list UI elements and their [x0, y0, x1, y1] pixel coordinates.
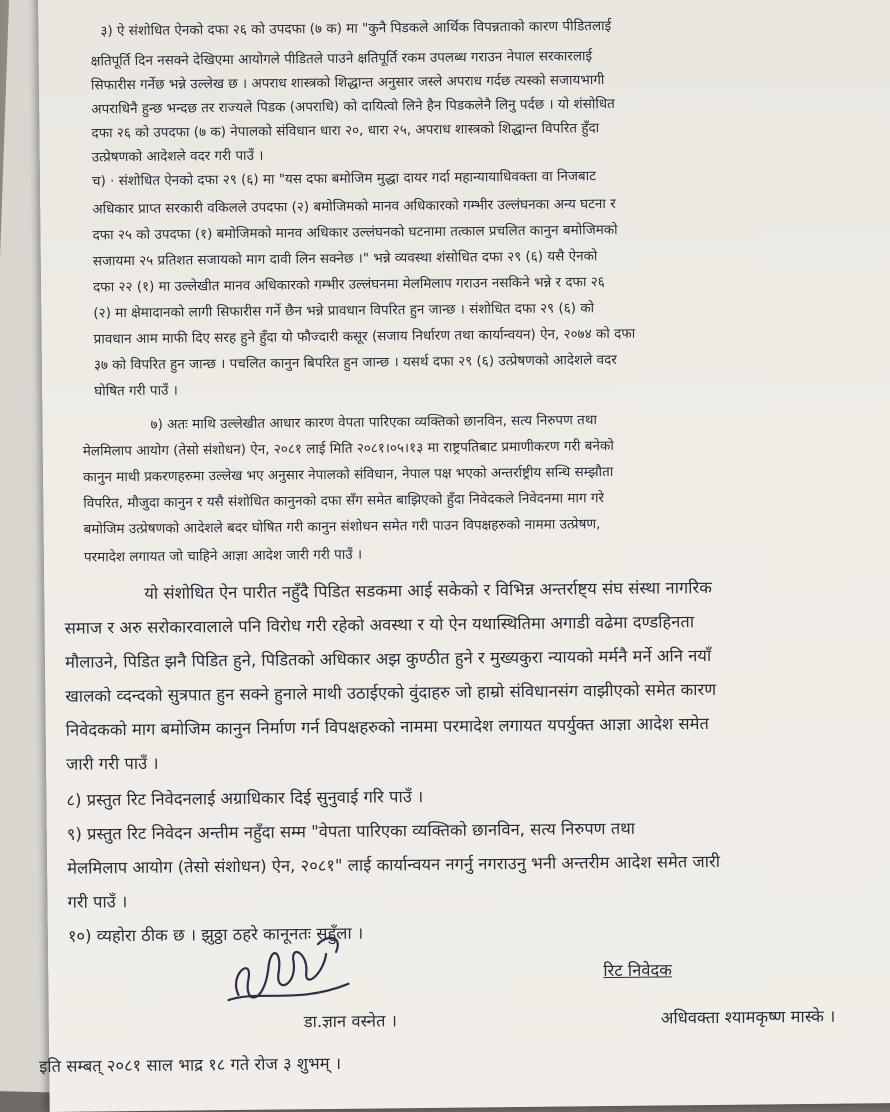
text-line: सजायमा २५ प्रतिशत सजायको माग दावी लिन सक्नेछ ।" भन्ने व्यवस्था शंसोधित दफा २९ (६) यसै ऐनको [92, 248, 598, 270]
text-line: दफा २५ को उपदफा (१) बमोजिमको मानव अधिकार उल्लंघनको घटनामा तत्काल प्रचलित कानुन बमोजिमको [92, 221, 618, 244]
text-line: क्षतिपूर्ति दिन नसक्ने देखिएमा आयोगले पीडितले पाउने क्षतिपूर्ति रकम उपलब्ध गराउन नेपाल सरकारलाई [90, 48, 593, 70]
text-line: च) · संशोधित ऐनको दफा २९ (६) मा "यस दफा बमोजिम मुद्धा दायर गर्दा महान्यायाधिवक्ता वा निजबाट [91, 168, 597, 190]
text-line: जारी गरी पाउँ । [65, 753, 159, 774]
text-line: खालको व्दन्दको सुत्रपात हुन सक्ने हुनाले माथी उठाईएको वुंदाहरु जो हाम्रो संविधानसंग वाझीएको समेत कारण [65, 679, 717, 706]
text-line: गरी पाउँ । [67, 892, 128, 912]
text-line: ३) ऐ संशोधित ऐनको दफा २६ को उपदफा (७ क) मा "कुनै पिडकले आर्थिक विपन्नताको कारण पीडितलाई [100, 17, 612, 40]
text-line: उत्प्रेषणको आदेशले वदर गरी पाउँ । [91, 147, 264, 166]
text-line: घोषित गरी पाउँ । [94, 382, 178, 400]
document-page [38, 0, 890, 1112]
text-line: ७) अतः माथि उल्लेखीत आधार कारण वेपता पारिएका व्यक्तिको छानविन, सत्य निरुपण तथा [150, 412, 597, 433]
signature-icon [208, 914, 359, 1016]
text-line: विपरित, मौजुदा कानुन र यसै संशोधित कानुनको दफा सँग समेत बाझिएको हुँदा निवेदकले निवेदनमा माग गरे [83, 490, 605, 512]
text-line: प्रावधान आम माफी दिए सरह हुने हुँदा यो फौज्दारी कसूर (सजाय निर्धारण तथा कार्यान्वयन) ऐन, २०७४ को दफा [93, 325, 636, 348]
text-line: कानुन माथी प्रकरणहरुमा उल्लेख भए अनुसार नेपालको संविधान, नेपाल पक्ष भएको अन्तर्राष्ट्रीय सन्धि सम्झौता [83, 464, 614, 486]
text-line: बमोजिम उत्प्रेषणको आदेशले बदर घोषित गरी कानुन संशोधन समेत गरी पाउन विपक्षहरुको नाममा उत्प्रेषण, [83, 516, 601, 538]
petitioner-heading: रिट निवेदक [603, 960, 672, 981]
text-line: ३७ को विपरित हुन जान्छ । पचलित कानुन बिपरित हुन जान्छ । यसर्थ दफा २९ (६) उत्प्रेषणको आदेशले वदर [93, 351, 617, 374]
text-line: समाज र अरु सरोकारवालाले पनि विरोध गरी रहेको अवस्था र यो ऐन यथास्थितिमा अगाडी वढेमा दण्डहिनता [64, 612, 695, 638]
text-line: अधिकार प्राप्त सरकारी वकिलले उपदफा (२) बमोजिमको मानव अधिकारको गम्भीर उल्लंघनका अन्य घटना र [92, 195, 616, 218]
text-line: सिफारीस गर्नेछ भन्ने उल्लेख छ । अपराध शास्त्रको शिद्धान्त अनुसार जस्ले अपराध गर्दछ त्यस्को सजायभागी [90, 72, 605, 94]
signatory-name: डा.ज्ञान वस्नेत । [303, 1011, 398, 1032]
petitioner-name: अधिवक्ता श्यामकृष्ण मास्के । [660, 1006, 836, 1028]
text-line: यो संशोधित ऐन पारीत नहुँदै पिडित सडकमा आई सकेको र विभिन्न अन्तर्राष्ट्य संघ संस्था नागरिक [144, 577, 713, 603]
text-line: अपराधिनै हुन्छ भन्दछ तर राज्यले पिडक (अपराधि) को दायित्वो लिने हैन पिडकलेनै लिनु पर्दछ । यो शंसोधित [91, 95, 615, 118]
date-line: इति सम्बत् २०८१ साल भाद्र १८ गते रोज ३ शुभम् । [39, 1053, 342, 1077]
text-line: निवेदकको माग बमोजिम कानुन निर्माण गर्न विपक्षहरुको नाममा परमादेश लगायत यपर्युक्त आज्ञा आदेश समेत [65, 714, 709, 740]
text-line: मौलाउने, पिडित झनै पिडित हुने, पिडितको अधिकार अझ कुण्ठीत हुने र मुख्यकुरा न्यायको मर्मनै मर्ने अनि नयाँ [64, 645, 712, 672]
text-line: १०) व्यहोरा ठीक छ । झुठ्ठा ठहरे कानूनतः सहुँला । [67, 923, 364, 946]
text-line: परमादेश लगायत जो चाहिने आज्ञा आदेश जारी गरी पाउँ । [83, 546, 363, 566]
text-line: दफा २६ को उपदफा (७ क) नेपालको संविधान धारा २०, धारा २५, अपराध शास्त्रको शिद्धान्त विपरित हुँदा [91, 120, 600, 142]
text-line: ८) प्रस्तुत रिट निवेदनलाई अग्राधिकार दिई सुनुवाई गरि पाउँ । [66, 787, 424, 810]
text-line: ९) प्रस्तुत रिट निवेदन अन्तीम नहुँदा सम्म "वेपता पारिएका व्यक्तिको छानविन, सत्य निरुपण तथा [66, 818, 636, 844]
text-line: मेलमिलाप आयोग (तेसो संशोधन) ऐन, २०८१" लाई कार्यान्वयन नगर्नु नगराउनु भनी अन्तरीम आदेश समेत जारी [67, 851, 721, 878]
text-line: (२) मा क्षेमादानको लागी सिफारीस गर्ने छैन भन्ने प्रावधान विपरित हुन जान्छ । संशोधित दफा २९ (६) को [93, 300, 595, 322]
text-line: दफा २२ (१) मा उल्लेखीत मानव अधिकारको गम्भीर उल्लंघनमा मेलमिलाप गराउन नसकिने भन्ने र दफा २६ [93, 274, 605, 296]
text-line: मेलमिलाप आयोग (तेसो संशोधन) ऐन, २०८१ लाई मिति २०८१।०५।१३ मा राष्ट्रपतिबाट प्रमाणीकरण गरी बनेको [82, 437, 614, 460]
